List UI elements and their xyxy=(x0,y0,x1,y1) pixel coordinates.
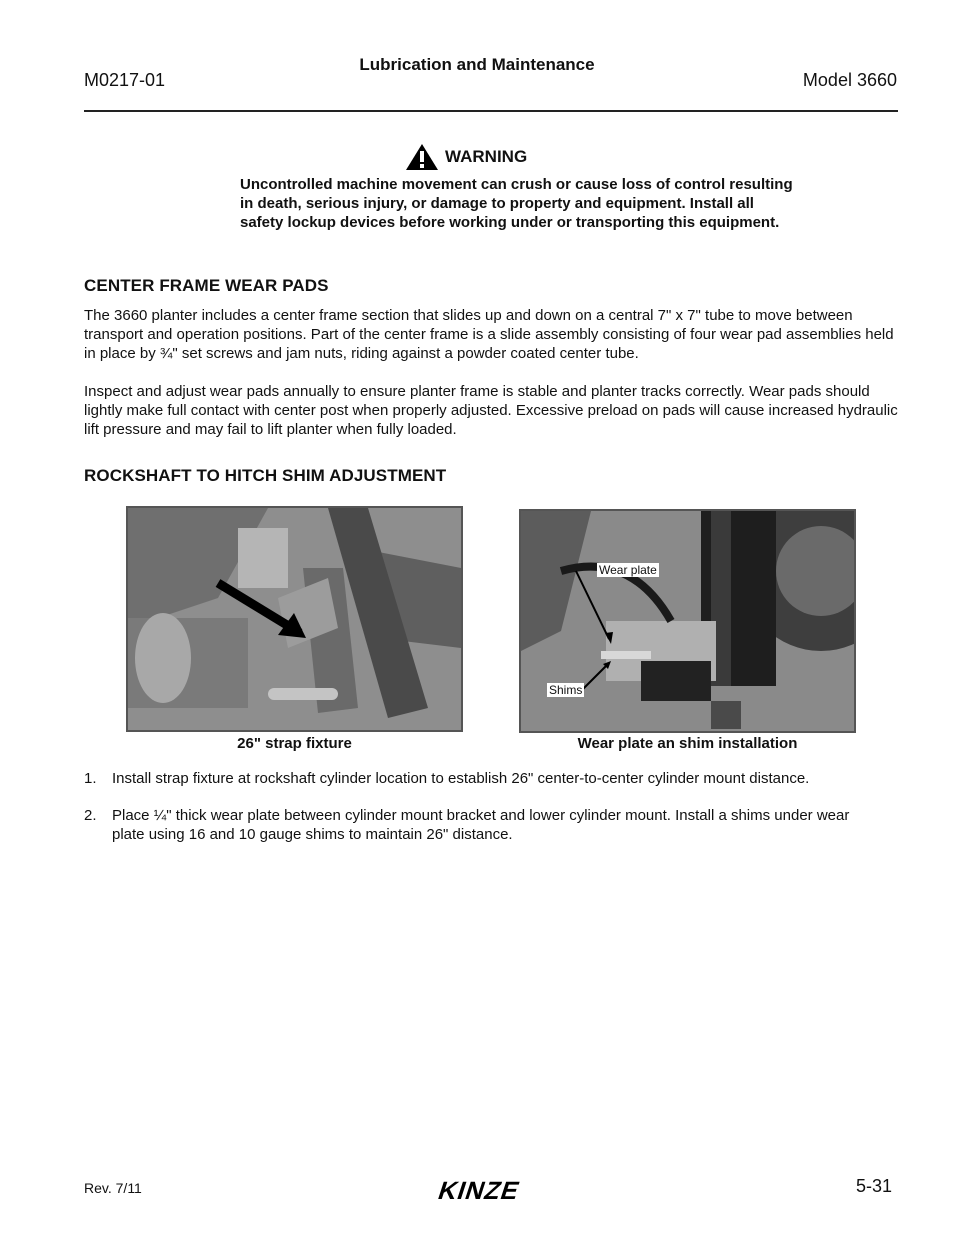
figure-caption: 26" strap fixture xyxy=(237,735,352,752)
step-1 xyxy=(84,769,884,788)
warning-triangle-icon xyxy=(405,143,439,171)
callout-shims: Shims xyxy=(549,683,583,697)
step-text: Install strap fixture at rockshaft cylinder location to establish 26" center-to-center cylinder mount distance. xyxy=(112,770,810,787)
paragraph: The 3660 planter includes a center frame section that slides up and down on a central 7" x 7" tube to move between transport and operation positions. Part of the center frame is a slide assembly consisting of four wear pad assemblies held in place by ¾" set screws and jam nuts, riding against a powder coated center tube. xyxy=(84,307,894,362)
figure-caption: Wear plate an shim installation xyxy=(577,735,798,752)
doc-number: M0217-01 xyxy=(84,70,166,90)
step-number: 2. xyxy=(84,807,97,824)
kinze-logo xyxy=(430,1176,550,1209)
section-heading-rockshaft: ROCKSHAFT TO HITCH SHIM ADJUSTMENT xyxy=(84,466,447,485)
header-section-title: Lubrication and Maintenance xyxy=(359,55,595,74)
warning-title: WARNING xyxy=(445,147,528,166)
step-2 xyxy=(84,806,884,844)
callout-wear-plate: Wear plate xyxy=(599,563,657,577)
logo-text: KINZE xyxy=(434,1177,524,1204)
warning-heading xyxy=(405,143,527,171)
revision-label: Rev. 7/11 xyxy=(84,1180,142,1196)
model-label: Model 3660 xyxy=(802,70,897,90)
header-divider xyxy=(84,110,898,112)
paragraph: Inspect and adjust wear pads annually to ensure planter frame is stable and planter tracks correctly. Wear pads should lightly make full contact with center post when properly adjusted. Excessive preload on pads will cause increased hydraulic lift pressure and may fail to lift planter when fully loaded. xyxy=(84,383,898,438)
wear-plate-photo xyxy=(519,509,856,733)
step-number: 1. xyxy=(84,770,97,787)
strap-fixture-photo xyxy=(126,506,463,732)
section-heading-wear-pads: CENTER FRAME WEAR PADS xyxy=(84,276,329,295)
warning-text: Uncontrolled machine movement can crush or cause loss of control resulting in death, serious injury, or damage to property and equipment. Install all safety lockup devices before working under or transporting this equipment. xyxy=(240,176,793,231)
page-number: 5-31 xyxy=(855,1176,892,1196)
step-text: Place ¼" thick wear plate between cylinder mount bracket and lower cylinder mount. Install a shims under wear plate using 16 and 10 gauge shims to maintain 26" distance. xyxy=(112,807,850,843)
